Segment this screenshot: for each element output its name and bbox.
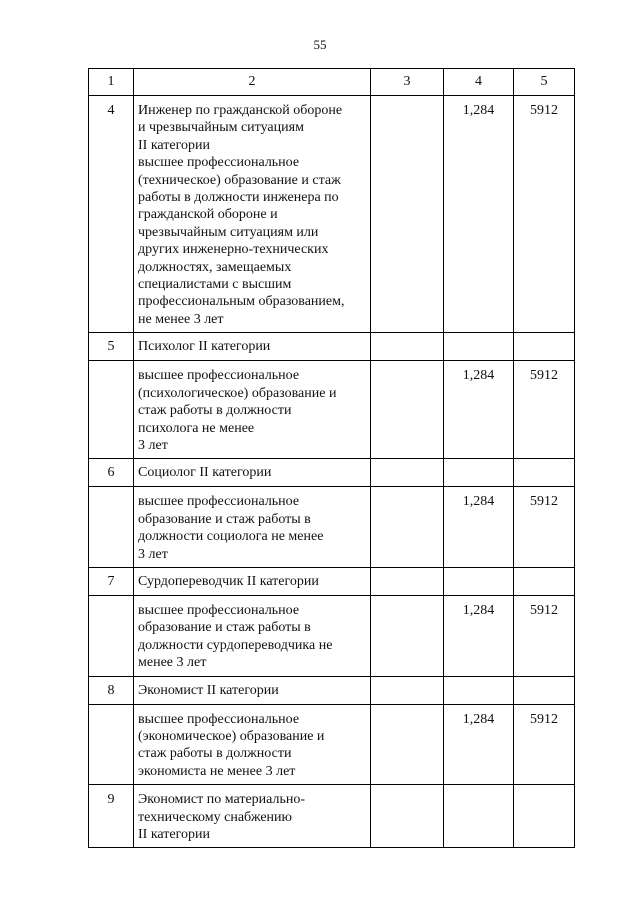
column-3-cell <box>371 704 444 785</box>
description-line: работы в должности инженера по <box>138 190 339 206</box>
position-description-cell <box>134 361 371 459</box>
salary-cell <box>514 333 575 361</box>
description-line: II категории <box>138 827 210 842</box>
coefficient-cell: 1,284 <box>444 704 514 785</box>
salary-cell: 5912 <box>514 487 575 568</box>
table-row <box>89 676 575 704</box>
description-line: 3 лет <box>138 437 168 453</box>
description-line: II категории <box>138 137 210 153</box>
column-3-cell <box>371 676 444 704</box>
description-line: (психологическое) образование и <box>138 385 337 401</box>
column-3-cell <box>371 96 444 333</box>
table-row <box>89 704 575 785</box>
coefficient-cell <box>444 785 514 848</box>
table-row <box>89 595 575 676</box>
salary-cell: 5912 <box>514 96 575 333</box>
description-line: высшее профессиональное <box>138 155 300 171</box>
column-3-cell <box>371 361 444 459</box>
column-3-cell <box>371 459 444 487</box>
column-3-cell <box>371 567 444 595</box>
description-line: менее 3 лет <box>138 655 207 671</box>
table-row <box>89 361 575 459</box>
description-line: (экономическое) образование и <box>138 728 325 744</box>
description-line: должности сурдопереводчика не <box>138 637 333 653</box>
description-line: Социолог II категории <box>138 465 272 481</box>
table-row <box>89 459 575 487</box>
coefficient-cell: 1,284 <box>444 96 514 333</box>
description-line: гражданской обороне и <box>138 207 278 223</box>
coefficient-cell: 1,284 <box>444 487 514 568</box>
description-line: должностях, замещаемых <box>138 259 292 275</box>
description-line: Инженер по гражданской обороне <box>138 103 343 118</box>
row-number-cell <box>89 595 134 676</box>
row-number-cell <box>89 704 134 785</box>
row-number-cell: 8 <box>89 676 134 704</box>
position-description-cell <box>134 333 371 361</box>
salary-cell <box>514 459 575 487</box>
description-line: специалистами с высшим <box>138 277 292 293</box>
description-line: психолога не менее <box>138 420 255 436</box>
description-line: Психолог II категории <box>138 339 271 355</box>
description-line: стаж работы в должности <box>138 746 292 762</box>
description-line: высшее профессиональное <box>138 368 300 384</box>
description-line: Экономист по материально- <box>138 792 306 808</box>
row-number-cell: 9 <box>89 785 134 848</box>
coefficient-cell: 1,284 <box>444 595 514 676</box>
table-row <box>89 333 575 361</box>
table-row <box>89 567 575 595</box>
salary-cell: 5912 <box>514 704 575 785</box>
coefficient-cell: 1,284 <box>444 361 514 459</box>
column-3-cell <box>371 333 444 361</box>
description-line: высшее профессиональное <box>138 711 300 727</box>
description-line: чрезвычайным ситуациям или <box>138 224 319 240</box>
column-3-cell <box>371 785 444 848</box>
staff-table <box>88 68 575 848</box>
salary-cell <box>514 785 575 848</box>
coefficient-cell <box>444 333 514 361</box>
description-line: Сурдопереводчик II категории <box>138 573 319 589</box>
description-line: высшее профессиональное <box>138 494 300 510</box>
column-3-cell <box>371 487 444 568</box>
salary-cell <box>514 567 575 595</box>
table-header-row <box>89 69 575 96</box>
header-cell-5: 5 <box>514 69 575 96</box>
salary-cell <box>514 676 575 704</box>
header-cell-1: 1 <box>89 69 134 96</box>
description-line: не менее 3 лет <box>138 311 224 327</box>
position-description-cell <box>134 704 371 785</box>
description-line: 3 лет <box>138 546 168 562</box>
description-line: техническому снабжению <box>138 809 292 825</box>
table-row <box>89 487 575 568</box>
position-description-cell <box>134 785 371 848</box>
position-description-cell <box>134 96 371 333</box>
table-row <box>89 96 575 333</box>
position-description-cell <box>134 676 371 704</box>
description-line: (техническое) образование и стаж <box>138 172 341 188</box>
coefficient-cell <box>444 459 514 487</box>
coefficient-cell <box>444 567 514 595</box>
header-cell-2: 2 <box>134 69 371 96</box>
page-number: 55 <box>313 37 327 52</box>
description-line: экономиста не менее 3 лет <box>138 763 296 779</box>
description-line: Экономист II категории <box>138 682 279 698</box>
description-line: должности социолога не менее <box>138 529 324 545</box>
description-line: образование и стаж работы в <box>138 511 311 527</box>
row-number-cell: 4 <box>89 96 134 333</box>
row-number-cell <box>89 487 134 568</box>
header-cell-3: 3 <box>371 69 444 96</box>
position-description-cell <box>134 567 371 595</box>
header-cell-4: 4 <box>444 69 514 96</box>
description-line: профессиональным образованием, <box>138 294 345 310</box>
description-line: образование и стаж работы в <box>138 620 311 636</box>
description-line: других инженерно-технических <box>138 242 329 258</box>
position-description-cell <box>134 459 371 487</box>
column-3-cell <box>371 595 444 676</box>
row-number-cell: 6 <box>89 459 134 487</box>
salary-cell: 5912 <box>514 595 575 676</box>
coefficient-cell <box>444 676 514 704</box>
description-line: и чрезвычайным ситуациям <box>138 120 304 136</box>
row-number-cell: 7 <box>89 567 134 595</box>
salary-cell: 5912 <box>514 361 575 459</box>
row-number-cell: 5 <box>89 333 134 361</box>
position-description-cell <box>134 487 371 568</box>
description-line: стаж работы в должности <box>138 403 292 419</box>
description-line: высшее профессиональное <box>138 602 300 618</box>
row-number-cell <box>89 361 134 459</box>
position-description-cell <box>134 595 371 676</box>
table-row <box>89 785 575 848</box>
